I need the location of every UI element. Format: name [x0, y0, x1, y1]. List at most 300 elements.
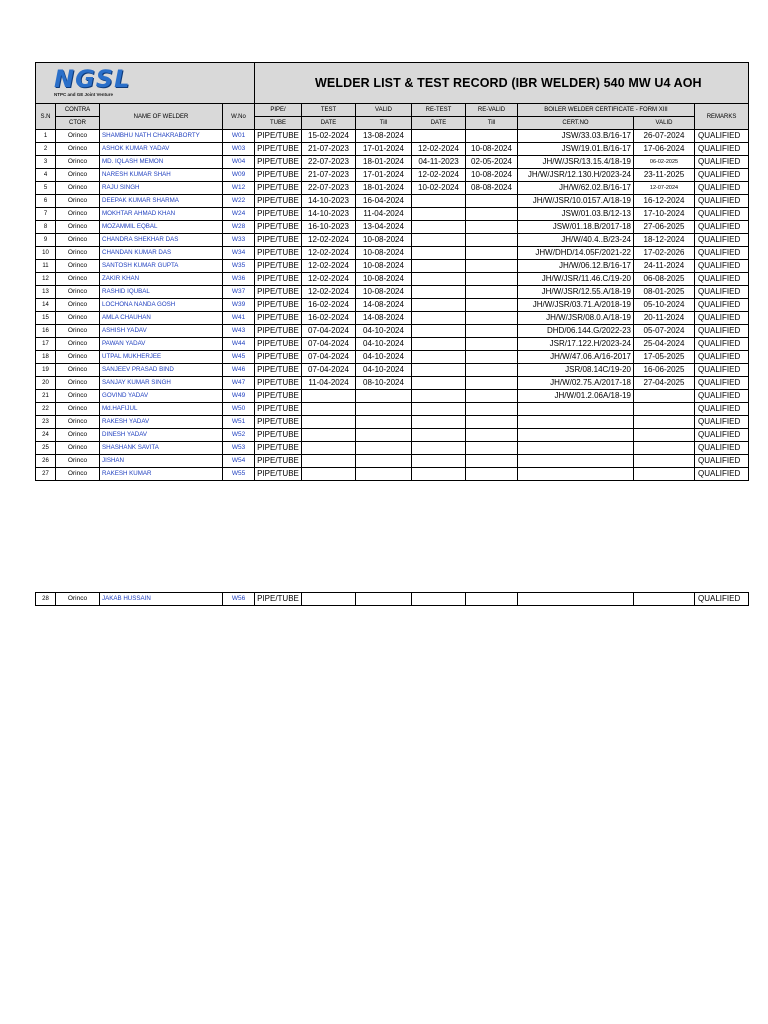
table-row	[36, 442, 749, 455]
cell-remarks: QUALIFIED	[695, 364, 749, 377]
cell-cert-no	[518, 593, 634, 606]
cell-contractor: Orinco	[56, 286, 100, 299]
cell-test-date: 16-02-2024	[302, 299, 356, 312]
cell-welder-name: SANJEEV PRASAD BIND	[100, 364, 223, 377]
cell-test-date: 12-02-2024	[302, 286, 356, 299]
cell-valid-till: 10-08-2024	[356, 273, 412, 286]
title-row	[36, 63, 749, 104]
cell-welder-name: MD. IQLASH MEMON	[100, 156, 223, 169]
cell-pipe-tube: PIPE/TUBE	[255, 286, 302, 299]
cell-sn: 7	[36, 208, 56, 221]
cell-revalid-till	[466, 364, 518, 377]
cell-cert-no: JH/W/JSR/11.46.C/19-20	[518, 273, 634, 286]
cell-test-date: 21-07-2023	[302, 169, 356, 182]
table-row	[36, 273, 749, 286]
cell-welder-name: JISHAN	[100, 455, 223, 468]
cell-test-date	[302, 416, 356, 429]
cell-cert-valid: 20-11-2024	[634, 312, 695, 325]
cell-remarks: QUALIFIED	[695, 429, 749, 442]
cell-welder-no: W46	[223, 364, 255, 377]
cell-welder-name: ASHISH YADAV	[100, 325, 223, 338]
cell-welder-name: LOCHONA NANDA GOSH	[100, 299, 223, 312]
cell-sn: 4	[36, 169, 56, 182]
cell-pipe-tube: PIPE/TUBE	[255, 169, 302, 182]
cell-welder-name: MOKHTAR AHMAD KHAN	[100, 208, 223, 221]
cell-welder-no: W28	[223, 221, 255, 234]
cell-contractor: Orinco	[56, 208, 100, 221]
col-header-sn: S.N	[36, 104, 56, 130]
cell-test-date: 21-07-2023	[302, 143, 356, 156]
cell-revalid-till	[466, 130, 518, 143]
cell-retest-date	[412, 468, 466, 481]
cell-sn: 6	[36, 195, 56, 208]
cell-welder-no: W22	[223, 195, 255, 208]
col-header-cert-no: CERT.NO	[518, 117, 634, 130]
cell-revalid-till	[466, 208, 518, 221]
cell-pipe-tube: PIPE/TUBE	[255, 156, 302, 169]
cell-contractor: Orinco	[56, 442, 100, 455]
cell-valid-till: 04-10-2024	[356, 364, 412, 377]
cell-test-date: 15-02-2024	[302, 130, 356, 143]
cell-contractor: Orinco	[56, 195, 100, 208]
cell-test-date: 12-02-2024	[302, 260, 356, 273]
cell-remarks: QUALIFIED	[695, 377, 749, 390]
cell-valid-till: 16-04-2024	[356, 195, 412, 208]
cell-contractor: Orinco	[56, 299, 100, 312]
cell-retest-date	[412, 390, 466, 403]
cell-contractor: Orinco	[56, 351, 100, 364]
cell-welder-name: MOZAMMIL EQBAL	[100, 221, 223, 234]
cell-cert-no	[518, 403, 634, 416]
cell-contractor: Orinco	[56, 273, 100, 286]
cell-sn: 9	[36, 234, 56, 247]
cell-welder-no: W45	[223, 351, 255, 364]
cell-welder-no: W12	[223, 182, 255, 195]
cell-pipe-tube: PIPE/TUBE	[255, 364, 302, 377]
cell-remarks: QUALIFIED	[695, 468, 749, 481]
cell-remarks: QUALIFIED	[695, 195, 749, 208]
cell-contractor: Orinco	[56, 143, 100, 156]
cell-revalid-till	[466, 299, 518, 312]
cell-pipe-tube: PIPE/TUBE	[255, 455, 302, 468]
cell-retest-date: 04-11-2023	[412, 156, 466, 169]
cell-cert-no: JSW/19.01.B/16-17	[518, 143, 634, 156]
welder-list-table-continued	[35, 592, 749, 606]
cell-welder-no: W01	[223, 130, 255, 143]
cell-test-date: 12-02-2024	[302, 247, 356, 260]
table-row	[36, 364, 749, 377]
cell-cert-no: JH/W/02.75.A/2017-18	[518, 377, 634, 390]
cell-retest-date	[412, 273, 466, 286]
cell-pipe-tube: PIPE/TUBE	[255, 416, 302, 429]
cell-valid-till: 10-08-2024	[356, 260, 412, 273]
cell-test-date	[302, 442, 356, 455]
cell-valid-till	[356, 455, 412, 468]
cell-welder-name: ASHOK KUMAR YADAV	[100, 143, 223, 156]
cell-contractor: Orinco	[56, 325, 100, 338]
cell-cert-valid	[634, 390, 695, 403]
col-header-valid-bottom: Till	[356, 117, 412, 130]
cell-remarks: QUALIFIED	[695, 416, 749, 429]
cell-test-date: 07-04-2024	[302, 325, 356, 338]
cell-sn: 22	[36, 403, 56, 416]
cell-revalid-till	[466, 593, 518, 606]
cell-pipe-tube: PIPE/TUBE	[255, 221, 302, 234]
col-header-certificate-group: BOILER WELDER CERTIFICATE - FORM XIII	[518, 104, 695, 117]
cell-retest-date	[412, 299, 466, 312]
cell-sn: 16	[36, 325, 56, 338]
cell-sn: 28	[36, 593, 56, 606]
cell-test-date: 12-02-2024	[302, 234, 356, 247]
cell-sn: 11	[36, 260, 56, 273]
cell-pipe-tube: PIPE/TUBE	[255, 593, 302, 606]
cell-welder-name: RAJU SINGH	[100, 182, 223, 195]
cell-cert-valid	[634, 442, 695, 455]
cell-welder-no: W56	[223, 593, 255, 606]
cell-cert-no: JSR/17.122.H/2023-24	[518, 338, 634, 351]
col-header-retest-top: RE-TEST	[412, 104, 466, 117]
cell-remarks: QUALIFIED	[695, 325, 749, 338]
cell-cert-valid: 18-12-2024	[634, 234, 695, 247]
cell-pipe-tube: PIPE/TUBE	[255, 442, 302, 455]
cell-valid-till: 10-08-2024	[356, 247, 412, 260]
cell-contractor: Orinco	[56, 182, 100, 195]
col-header-valid-top: VALID	[356, 104, 412, 117]
cell-remarks: QUALIFIED	[695, 169, 749, 182]
cell-retest-date	[412, 364, 466, 377]
cell-revalid-till: 08-08-2024	[466, 182, 518, 195]
cell-welder-name: CHANDAN KUMAR DAS	[100, 247, 223, 260]
cell-retest-date	[412, 195, 466, 208]
cell-valid-till: 10-08-2024	[356, 286, 412, 299]
cell-remarks: QUALIFIED	[695, 338, 749, 351]
cell-cert-no: JH/W/40.4..B/23-24	[518, 234, 634, 247]
cell-remarks: QUALIFIED	[695, 221, 749, 234]
table-row	[36, 468, 749, 481]
cell-cert-valid: 17-10-2024	[634, 208, 695, 221]
cell-sn: 8	[36, 221, 56, 234]
cell-cert-valid: 27-04-2025	[634, 377, 695, 390]
cell-sn: 17	[36, 338, 56, 351]
col-header-contractor-bottom: CTOR	[56, 117, 100, 130]
cell-valid-till: 04-10-2024	[356, 351, 412, 364]
cell-welder-no: W52	[223, 429, 255, 442]
cell-cert-no: JH/W/01.2.06A/18-19	[518, 390, 634, 403]
cell-revalid-till	[466, 312, 518, 325]
cell-valid-till	[356, 468, 412, 481]
cell-welder-no: W04	[223, 156, 255, 169]
col-header-revalid-bottom: Till	[466, 117, 518, 130]
cell-cert-valid	[634, 403, 695, 416]
cell-retest-date	[412, 442, 466, 455]
cell-contractor: Orinco	[56, 312, 100, 325]
cell-cert-valid: 25-04-2024	[634, 338, 695, 351]
cell-remarks: QUALIFIED	[695, 182, 749, 195]
cell-pipe-tube: PIPE/TUBE	[255, 338, 302, 351]
cell-cert-no: JH/W/JSR/13.15.4/18-19	[518, 156, 634, 169]
cell-cert-no: JSR/08.14C/19-20	[518, 364, 634, 377]
cell-cert-valid: 16-12-2024	[634, 195, 695, 208]
cell-retest-date: 10-02-2024	[412, 182, 466, 195]
cell-retest-date	[412, 338, 466, 351]
table-row	[36, 403, 749, 416]
cell-cert-valid: 27-06-2025	[634, 221, 695, 234]
cell-cert-valid: 08-01-2025	[634, 286, 695, 299]
cell-revalid-till	[466, 234, 518, 247]
cell-remarks: QUALIFIED	[695, 455, 749, 468]
cell-pipe-tube: PIPE/TUBE	[255, 325, 302, 338]
cell-remarks: QUALIFIED	[695, 260, 749, 273]
cell-revalid-till: 10-08-2024	[466, 143, 518, 156]
col-header-revalid-top: RE-VALID	[466, 104, 518, 117]
cell-contractor: Orinco	[56, 390, 100, 403]
cell-contractor: Orinco	[56, 221, 100, 234]
table-row	[36, 182, 749, 195]
table-row	[36, 377, 749, 390]
col-header-test-top: TEST	[302, 104, 356, 117]
col-header-contractor-top: CONTRA	[56, 104, 100, 117]
cell-welder-name: ZAKIR KHAN	[100, 273, 223, 286]
cell-remarks: QUALIFIED	[695, 442, 749, 455]
cell-cert-no: JSW/33.03.B/16-17	[518, 130, 634, 143]
cell-cert-valid: 05-07-2024	[634, 325, 695, 338]
cell-welder-no: W36	[223, 273, 255, 286]
col-header-wno: W.No	[223, 104, 255, 130]
cell-contractor: Orinco	[56, 468, 100, 481]
cell-retest-date	[412, 351, 466, 364]
cell-sn: 10	[36, 247, 56, 260]
cell-valid-till: 14-08-2024	[356, 312, 412, 325]
cell-valid-till: 13-04-2024	[356, 221, 412, 234]
cell-test-date	[302, 403, 356, 416]
cell-cert-valid: 23-11-2025	[634, 169, 695, 182]
cell-pipe-tube: PIPE/TUBE	[255, 390, 302, 403]
table-row	[36, 338, 749, 351]
cell-revalid-till	[466, 455, 518, 468]
cell-sn: 21	[36, 390, 56, 403]
cell-remarks: QUALIFIED	[695, 143, 749, 156]
cell-remarks: QUALIFIED	[695, 312, 749, 325]
cell-retest-date	[412, 593, 466, 606]
cell-cert-valid: 12-07-2024	[634, 182, 695, 195]
cell-sn: 27	[36, 468, 56, 481]
cell-pipe-tube: PIPE/TUBE	[255, 182, 302, 195]
cell-contractor: Orinco	[56, 455, 100, 468]
cell-cert-valid	[634, 593, 695, 606]
cell-welder-no: W34	[223, 247, 255, 260]
logo-text: NGSL	[54, 65, 131, 93]
cell-contractor: Orinco	[56, 377, 100, 390]
cell-retest-date	[412, 221, 466, 234]
cell-test-date	[302, 468, 356, 481]
cell-cert-no: JH/W/JSR/12.130.H/2023-24	[518, 169, 634, 182]
cell-cert-no	[518, 442, 634, 455]
cell-valid-till	[356, 442, 412, 455]
cell-welder-name: RAKESH KUMAR	[100, 468, 223, 481]
cell-revalid-till	[466, 468, 518, 481]
table-row	[36, 208, 749, 221]
cell-welder-no: W41	[223, 312, 255, 325]
cell-cert-valid: 16-06-2025	[634, 364, 695, 377]
cell-pipe-tube: PIPE/TUBE	[255, 351, 302, 364]
cell-welder-no: W51	[223, 416, 255, 429]
cell-welder-name: SHASHANK SAVITA	[100, 442, 223, 455]
cell-remarks: QUALIFIED	[695, 234, 749, 247]
cell-test-date: 16-10-2023	[302, 221, 356, 234]
cell-valid-till: 13-08-2024	[356, 130, 412, 143]
cell-cert-no: JSW/01.18.B/2017-18	[518, 221, 634, 234]
cell-welder-no: W39	[223, 299, 255, 312]
cell-test-date	[302, 390, 356, 403]
cell-test-date: 07-04-2024	[302, 351, 356, 364]
cell-welder-name: SANTOSH KUMAR GUPTA	[100, 260, 223, 273]
cell-remarks: QUALIFIED	[695, 208, 749, 221]
logo-cell	[36, 63, 255, 104]
logo-subtext: NTPC and GE Joint Venture	[54, 92, 114, 97]
cell-cert-no: JH/W/JSR/08.0.A/18-19	[518, 312, 634, 325]
table-row	[36, 390, 749, 403]
cell-revalid-till	[466, 325, 518, 338]
cell-cert-valid: 17-06-2024	[634, 143, 695, 156]
cell-pipe-tube: PIPE/TUBE	[255, 377, 302, 390]
cell-contractor: Orinco	[56, 234, 100, 247]
cell-welder-name: CHANDRA SHEKHAR DAS	[100, 234, 223, 247]
cell-revalid-till	[466, 416, 518, 429]
cell-sn: 23	[36, 416, 56, 429]
cell-pipe-tube: PIPE/TUBE	[255, 143, 302, 156]
cell-contractor: Orinco	[56, 338, 100, 351]
cell-test-date: 22-07-2023	[302, 156, 356, 169]
cell-welder-name: SHAMBHU NATH CHAKRABORTY	[100, 130, 223, 143]
cell-sn: 13	[36, 286, 56, 299]
cell-cert-valid	[634, 468, 695, 481]
cell-valid-till: 17-01-2024	[356, 143, 412, 156]
cell-remarks: QUALIFIED	[695, 286, 749, 299]
table-row	[36, 593, 749, 606]
cell-contractor: Orinco	[56, 247, 100, 260]
cell-revalid-till	[466, 260, 518, 273]
cell-contractor: Orinco	[56, 364, 100, 377]
cell-pipe-tube: PIPE/TUBE	[255, 234, 302, 247]
cell-welder-no: W33	[223, 234, 255, 247]
cell-welder-name: RASHID IQUBAL	[100, 286, 223, 299]
cell-retest-date: 12-02-2024	[412, 143, 466, 156]
cell-sn: 12	[36, 273, 56, 286]
cell-contractor: Orinco	[56, 593, 100, 606]
sheet-title: WELDER LIST & TEST RECORD (IBR WELDER) 540 MW U4 AOH	[255, 63, 749, 104]
cell-revalid-till	[466, 221, 518, 234]
cell-remarks: QUALIFIED	[695, 403, 749, 416]
col-header-pipe-bottom: TUBE	[255, 117, 302, 130]
cell-revalid-till	[466, 273, 518, 286]
cell-pipe-tube: PIPE/TUBE	[255, 312, 302, 325]
cell-test-date: 12-02-2024	[302, 273, 356, 286]
cell-valid-till	[356, 390, 412, 403]
cell-valid-till: 08-10-2024	[356, 377, 412, 390]
cell-test-date: 07-04-2024	[302, 338, 356, 351]
cell-remarks: QUALIFIED	[695, 156, 749, 169]
cell-welder-name: RAKESH YADAV	[100, 416, 223, 429]
cell-welder-no: W09	[223, 169, 255, 182]
cell-welder-name: AMLA CHAUHAN	[100, 312, 223, 325]
cell-retest-date	[412, 377, 466, 390]
cell-revalid-till: 02-05-2024	[466, 156, 518, 169]
cell-revalid-till	[466, 390, 518, 403]
cell-retest-date	[412, 455, 466, 468]
cell-welder-no: W54	[223, 455, 255, 468]
cell-valid-till: 18-01-2024	[356, 156, 412, 169]
table-row	[36, 455, 749, 468]
company-logo	[54, 66, 144, 100]
cell-sn: 1	[36, 130, 56, 143]
welder-list-table	[35, 62, 749, 481]
cell-revalid-till	[466, 403, 518, 416]
table-row	[36, 325, 749, 338]
cell-cert-valid: 26-07-2024	[634, 130, 695, 143]
cell-contractor: Orinco	[56, 260, 100, 273]
col-header-test-bottom: DATE	[302, 117, 356, 130]
cell-revalid-till	[466, 286, 518, 299]
table-row	[36, 143, 749, 156]
cell-sn: 2	[36, 143, 56, 156]
cell-cert-no	[518, 455, 634, 468]
cell-cert-no: JSW/01.03.B/12-13	[518, 208, 634, 221]
cell-welder-no: W49	[223, 390, 255, 403]
cell-valid-till: 10-08-2024	[356, 234, 412, 247]
cell-revalid-till: 10-08-2024	[466, 169, 518, 182]
cell-retest-date	[412, 416, 466, 429]
cell-cert-valid: 06-08-2025	[634, 273, 695, 286]
cell-cert-valid: 05-10-2024	[634, 299, 695, 312]
table-row	[36, 416, 749, 429]
cell-pipe-tube: PIPE/TUBE	[255, 273, 302, 286]
cell-valid-till: 18-01-2024	[356, 182, 412, 195]
cell-test-date	[302, 429, 356, 442]
cell-welder-no: W55	[223, 468, 255, 481]
header-row-1	[36, 104, 749, 117]
cell-contractor: Orinco	[56, 169, 100, 182]
cell-cert-valid	[634, 429, 695, 442]
cell-pipe-tube: PIPE/TUBE	[255, 260, 302, 273]
cell-contractor: Orinco	[56, 403, 100, 416]
table-row	[36, 286, 749, 299]
cell-sn: 19	[36, 364, 56, 377]
cell-valid-till	[356, 416, 412, 429]
cell-pipe-tube: PIPE/TUBE	[255, 429, 302, 442]
cell-retest-date	[412, 247, 466, 260]
cell-remarks: QUALIFIED	[695, 273, 749, 286]
cell-test-date	[302, 593, 356, 606]
cell-sn: 14	[36, 299, 56, 312]
cell-welder-name: UTPAL MUKHERJEE	[100, 351, 223, 364]
cell-valid-till	[356, 403, 412, 416]
cell-welder-name: SANJAY KUMAR SINGH	[100, 377, 223, 390]
col-header-pipe-top: PIPE/	[255, 104, 302, 117]
cell-test-date: 16-02-2024	[302, 312, 356, 325]
cell-valid-till: 11-04-2024	[356, 208, 412, 221]
cell-revalid-till	[466, 429, 518, 442]
cell-welder-no: W03	[223, 143, 255, 156]
table-row	[36, 169, 749, 182]
cell-welder-no: W37	[223, 286, 255, 299]
cell-remarks: QUALIFIED	[695, 351, 749, 364]
cell-cert-no: JH/W/62.02.B/16-17	[518, 182, 634, 195]
table-row	[36, 312, 749, 325]
cell-retest-date	[412, 286, 466, 299]
cell-sn: 15	[36, 312, 56, 325]
cell-valid-till: 04-10-2024	[356, 338, 412, 351]
cell-pipe-tube: PIPE/TUBE	[255, 130, 302, 143]
